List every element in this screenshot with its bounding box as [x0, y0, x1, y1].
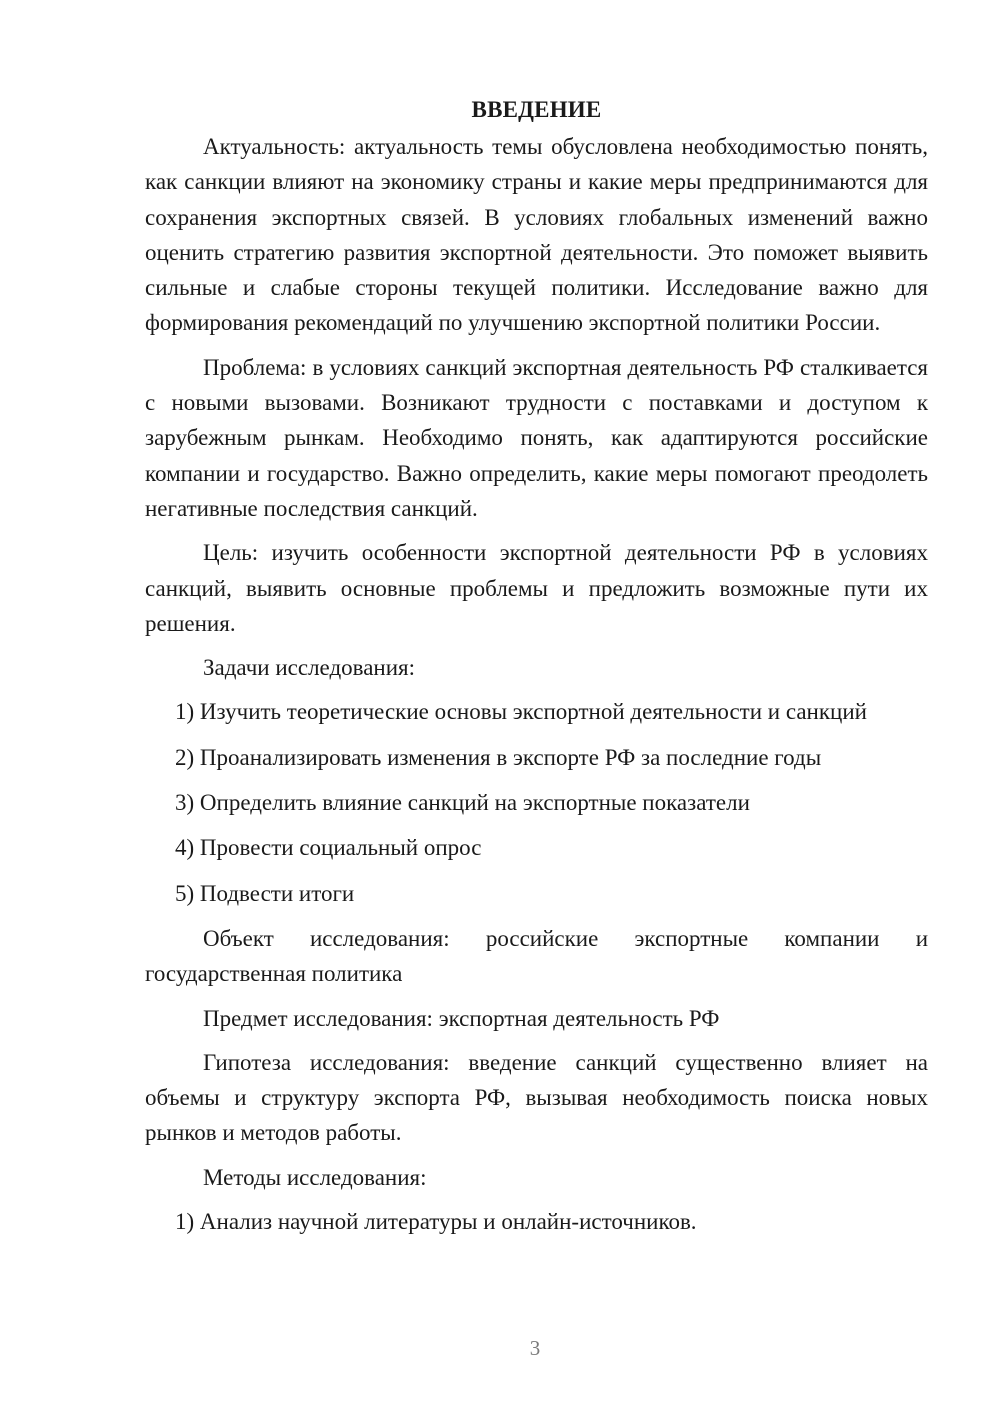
page-content [145, 92, 928, 1249]
hypothesis-paragraph: Гипотеза исследования: введение санкций существенно влияет на объемы и структуру экспорта РФ, вызывая необходимость поиска новых рынков и методов работы. [145, 1049, 928, 1146]
relevance-paragraph: Актуальность: актуальность темы обусловлена необходимостью понять, как санкции влияют на экономику страны и какие меры предпринимаются для сохранения экспортных связей. В условиях глобальных изменений важно оценить стратегию развития экспортной деятельности. Это поможет выявить сильные и слабые стороны текущей политики. Исследование важно для формирования рекомендаций по улучшению экспортной политики России. [145, 134, 928, 336]
task-item-3: 3) Определить влияние санкций на экспортные показатели [175, 790, 750, 816]
task-item-2: 2) Проанализировать изменения в экспорте РФ за последние годы [175, 744, 822, 770]
task-item-4: 4) Провести социальный опрос [175, 835, 482, 861]
object-paragraph: Объект исследования: российские экспортные компании и государственная политика [145, 925, 928, 987]
problem-paragraph: Проблема: в условиях санкций экспортная деятельность РФ сталкивается с новыми вызовами. Возникают трудности с поставками и доступом к зарубежным рынкам. Необходимо понять, как адаптируются российские компании и государство. Важно определить, какие меры помогают преодолеть негативные последствия санкций. [145, 354, 928, 521]
section-title: ВВЕДЕНИЕ [471, 97, 602, 122]
task-item-5: 5) Подвести итоги [175, 880, 355, 906]
task-item-1: 1) Изучить теоретические основы экспортной деятельности и санкций [175, 699, 867, 725]
subject-paragraph: Предмет исследования: экспортная деятельность РФ [203, 1005, 720, 1031]
page-number: 3 [529, 1336, 541, 1360]
goal-paragraph: Цель: изучить особенности экспортной деятельности РФ в условиях санкций, выявить основные проблемы и предложить возможные пути их решения. [145, 540, 928, 636]
tasks-heading: Задачи исследования: [203, 655, 416, 681]
method-item-1: 1) Анализ научной литературы и онлайн-источников. [175, 1209, 697, 1235]
methods-heading: Методы исследования: [203, 1164, 427, 1190]
